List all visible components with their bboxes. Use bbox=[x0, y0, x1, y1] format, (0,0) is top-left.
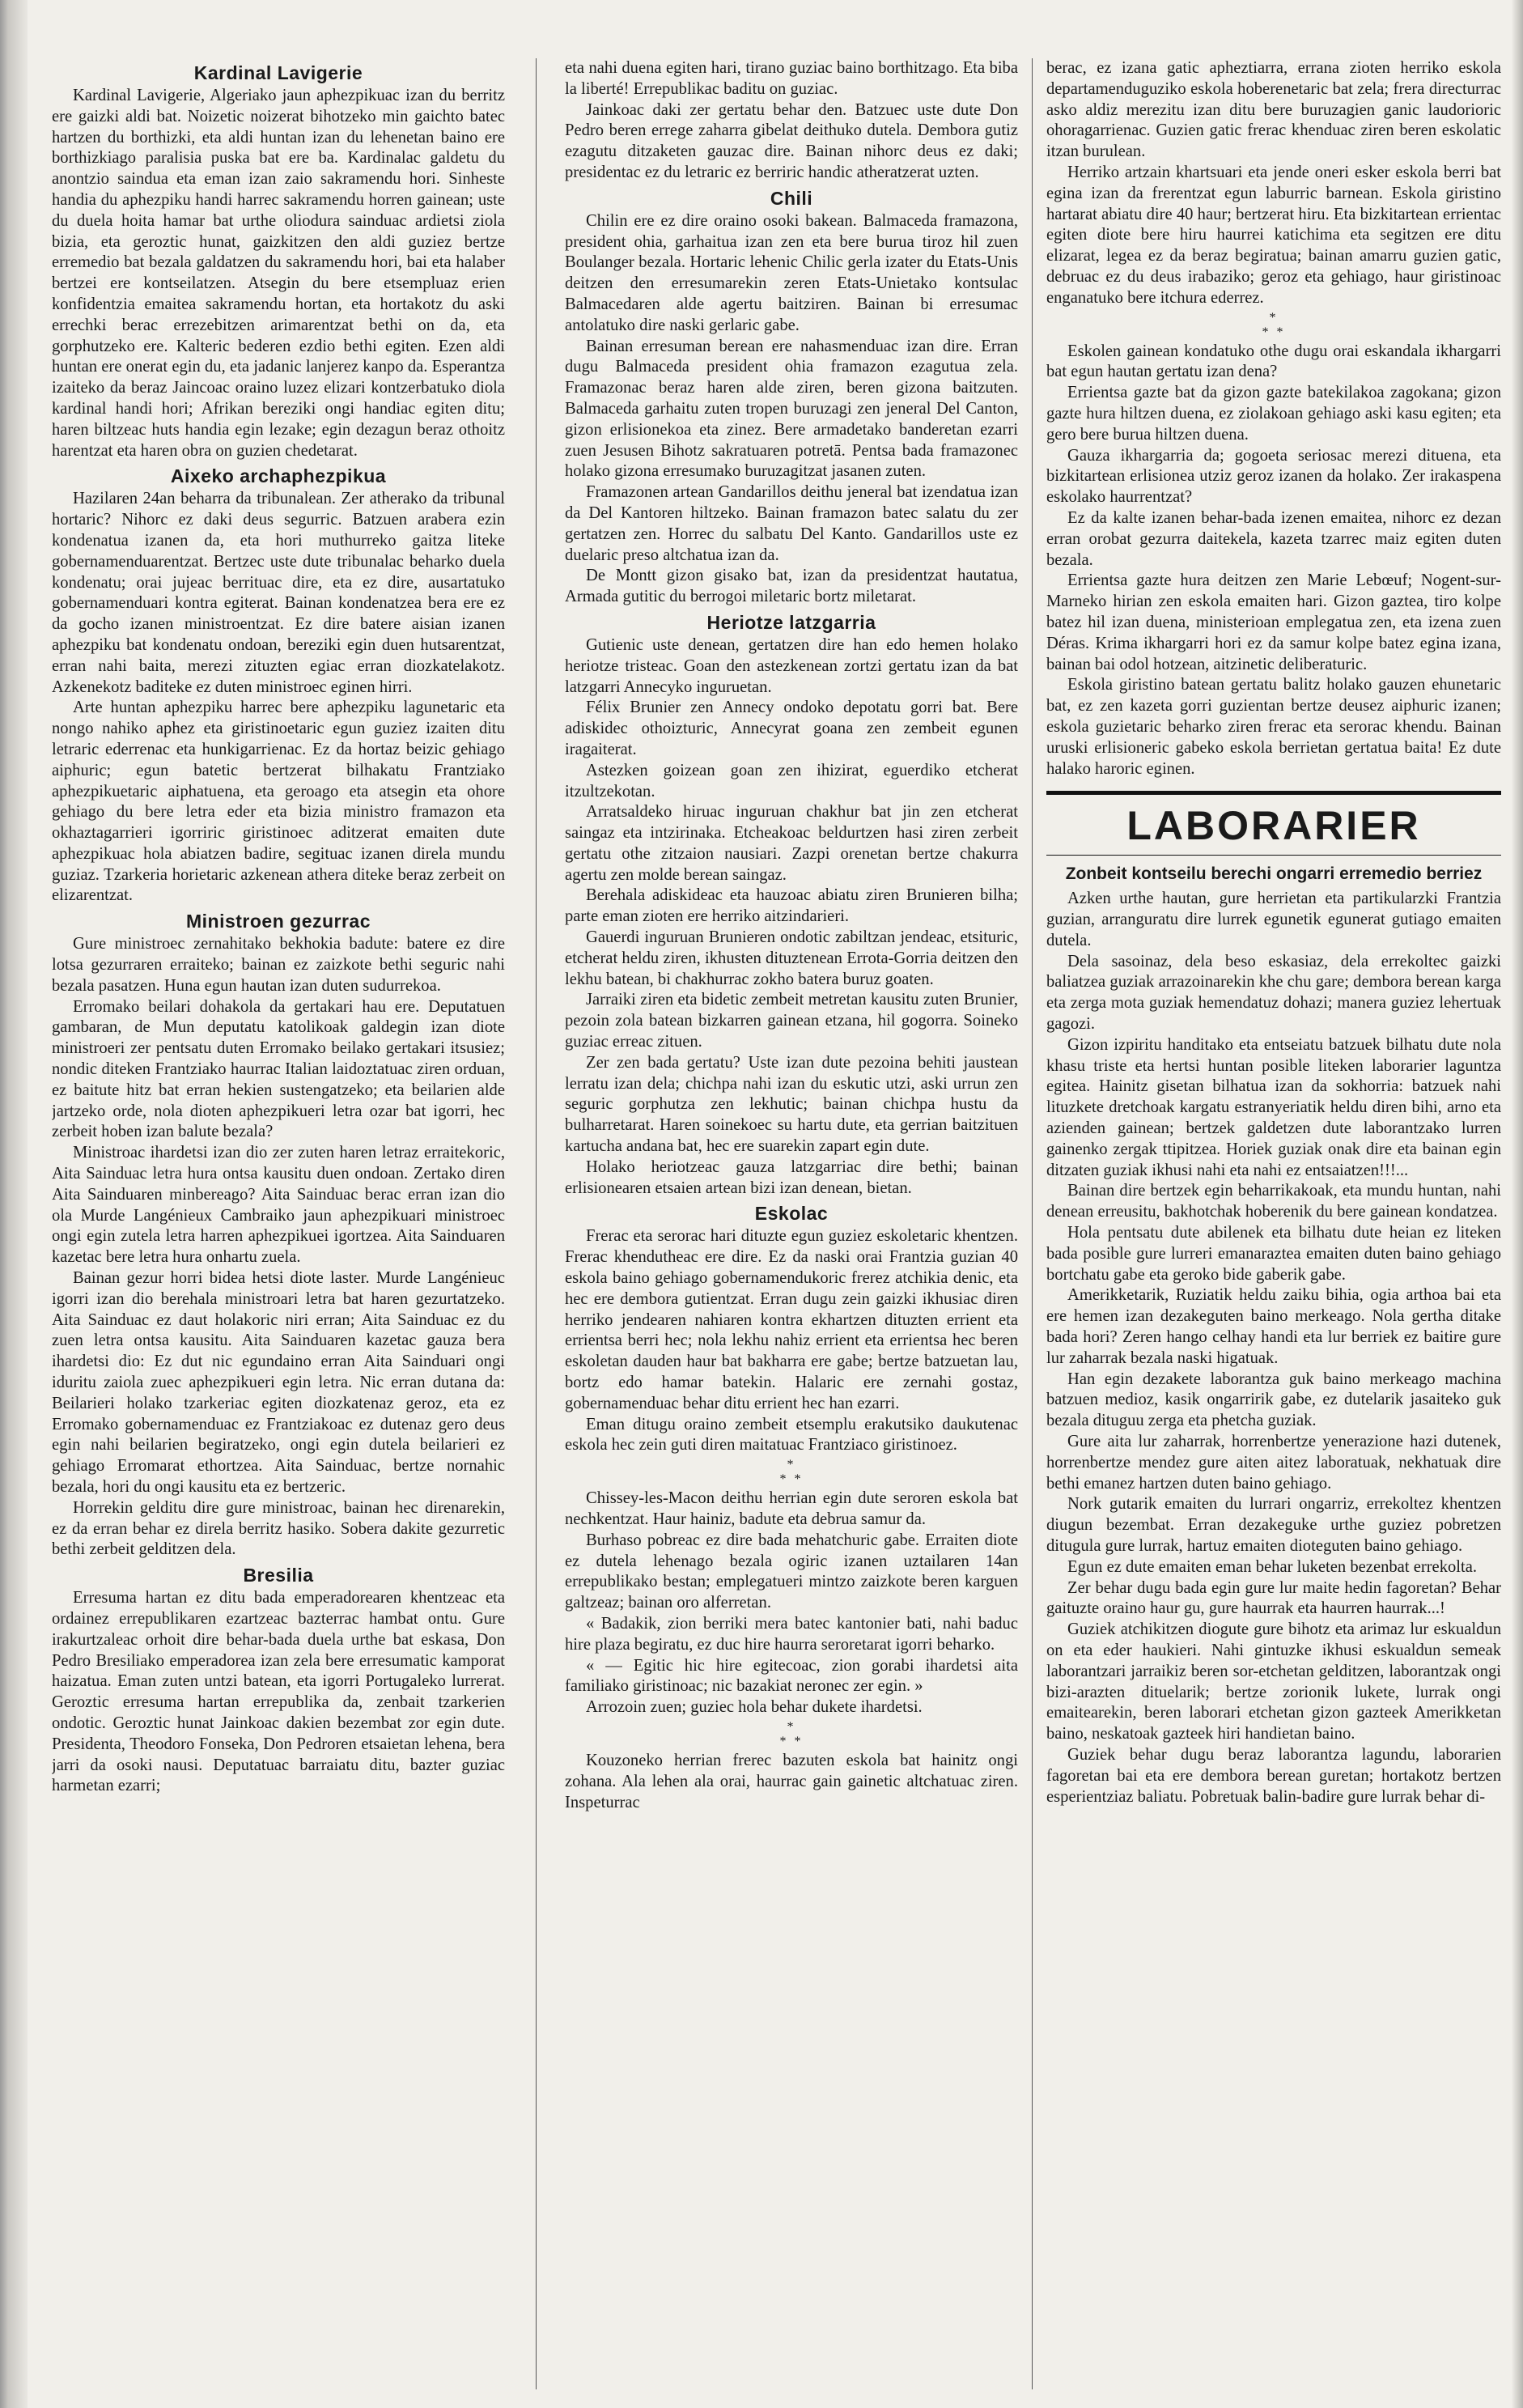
column-divider bbox=[1032, 58, 1033, 2389]
paragraph: Dela sasoinaz, dela beso eskasiaz, dela errekoltec gaizki baliatzea guziak arrazoinarekin khe chu gare; dembora berean karga eta zerga mota guziak hemendatuz dohazi; manera guziez lehertuak gagozi. bbox=[1046, 952, 1501, 1034]
paragraph: Gizon izpiritu handitako eta entseiatu batzuek bilhatu dute nola khasu triste eta hertsi huntan posible liteken laborarier laguntza egitea. Hainitz gisetan bilhatua izan da sokhorria: batzuek nahi lituzkete dretchoak kargatu estranyeriatik heldu diren bihi, arno eta azienden gainean; bertzek galdetzen dute laborantzako lurren gainenko zergak ttipitzea. Horiek guziak onak dire eta bainan egin ditzaten guziak ikhusi nahi eta nahi ez entsaiatzen!!!... bbox=[1046, 1035, 1501, 1179]
paragraph: Hola pentsatu dute abilenek eta bilhatu dute heian ez liteken bada posible gure lurreri emanaraztea emaiten duten baino gehiago bortchatu gabe eta geroko bide gaberik gabe. bbox=[1046, 1224, 1501, 1284]
paragraph: Kardinal Lavigerie, Algeriako jaun aphezpikuac izan du berritz ere gaizki aldi bat. Noizetic noizerat bihotzeko min gaichto batec hartzen du borthizki, eta aldi huntan izan du lehenetan baino ere borthizkiago paralisia puska bat ere ba. Kardinalac galdetu du anontzio saindua eta eman izan zaio sakramendu hori. Sinheste handia du aphezpiku handi harrec sakramendu horren gainean; uste du duela hoita hamar bat urthe oliodura sainduac ardietsi ziola bizia, eta geroztic hunat, gaizkitzen den aldi guziez bertze erremedio bat bezala galdatzen du sakramendu hori, bai eta halaber bertzei ere kontseilatzen. Atsegin du bere etsempluaz erien konfidentzia emaitea sakramendu hortan, eta hortakotz du aski errechki berac errezebitzen arimarentzat bethi on da, eta gorphutzeko ere. Kalteric bederen ezdio bethi egiten. Ezen aldi huntan ere onerat egin du, eta jadanic lanjerez kanpo da. Esperantza izaiteko da beraz Jaincoac oraino luzez elizari kontzerbatuko diola kardinal handi hori; Afrikan bereziki ongi handiac egiten ditu; haren biltzeac huts handia egin lezake; egin dezagun beraz othoitz harentzat eta haren obra on guzien chedetarat. bbox=[52, 87, 505, 460]
paragraph: Zer zen bada gertatu? Uste izan dute pezoina behiti jaustean lerratu izan dela; chichpa nahi izan du eskutic utzi, aski urrun zen seguric gorphutza zen lekhutic; bainan chichpa hustu da bulharretarat. Haren soinekoec su hartu dute, eta gerrian baitzituen kartucha andana bat, hec ere suarekin zapart egin dute. bbox=[565, 1053, 1018, 1156]
section-heading-heriotze: Heriotze latzgarria bbox=[706, 611, 876, 633]
paragraph: Bainan erresuman berean ere nahasmenduac izan dire. Erran dugu Balmaceda president ohia framazon ezagutua zela. Framazonac beraz haren alde ziren, beren gizona baitzuten. Balmaceda garhaitu zuten tropen buruzagi zen jeneral Del Canton, gizon erlisionekoa eta zinez. Bere armadetako banderetan ezarri zuen Jesusen Bihotz sakratuaren potretā. Pentsa bada framazonec holako gizona erresumako buruzagitzat jasanen zuten. bbox=[565, 337, 1018, 481]
section-heading-eskolac: Eskolac bbox=[754, 1203, 829, 1225]
paragraph: Gauerdi inguruan Brunieren ondotic zabiltzan jendeac, etsituric, etcherat heldu ziren, ikhusten dituztenean Errota-Gorria deitzen den lekhu batean, bi chakhurrac zokho batera buruz goaten. bbox=[565, 928, 1018, 988]
section-heading-aixeko: Aixeko archaphezpikua bbox=[170, 465, 387, 487]
column-divider bbox=[536, 58, 537, 2389]
paragraph: Egun ez dute emaiten eman behar luketen bezenbat errekolta. bbox=[1067, 1557, 1478, 1576]
paragraph: Errientsa gazte hura deitzen zen Marie Lebœuf; Nogent-sur-Marneko hirian zen eskola emaiten hari. Gizon gaztea, tiro kolpe batez hil izan duena, ministerioan emplegatua zen, eta izena zuen Déras. Krima ikhargarri hori ez da samur kolpe batez egina izana, bainan bai odol hotzean, aitzinetic deliberaturic. bbox=[1046, 571, 1501, 673]
paragraph: Eskolen gainean kondatuko othe dugu orai eskandala ikhargarri bat egun hautan gertatu izan dena? bbox=[1046, 342, 1501, 381]
paragraph: Herriko artzain khartsuari eta jende oneri esker eskola berri bat egina izan da frerentzat egun laburric barnean. Eskola giristino hartarat abiatu dire 40 haur; bertzerat hiru. Eta bizkitartean errientac egiten diote bere hiru haurrei katichima eta segitzen ere ditu elizarat, legea ez da beraz begiratua; bainan amarru guzien gatic, debruac ez du deus irabaziko; geroz eta gehiago, haur giristinoac enganatuko bere itchura ederrez. bbox=[1046, 163, 1501, 307]
paragraph: Zer behar dugu bada egin gure lur maite hedin fagoretan? Behar gaituzte oraino haur gu, gure haurrak eta haurren haurrak...! bbox=[1046, 1578, 1501, 1618]
paragraph: Gure aita lur zaharrak, horrenbertze yenerazione hazi dutenek, horrenbertze mendez gure aiten aitez laboratuak, nekhatuak dire bethi emanez hartzen duten baino gehiago. bbox=[1046, 1433, 1501, 1493]
paragraph: Bainan dire bertzek egin beharrikakoak, eta mundu huntan, nahi denean erreusitu, bakhotchak hoberenik du bere gainean kondatzea. bbox=[1046, 1182, 1501, 1221]
paragraph: Astezken goizean goan zen ihizirat, eguerdiko etcherat itzultzekotan. bbox=[565, 761, 1018, 801]
paragraph: Erromako beilari dohakola da gertakari hau ere. Deputatuen gambaran, de Mun deputatu katolikoak galdegin izan diote ministroeri zer pentsatu duten Erromako beilako gertakari itsusiez; nondic diteken Frantziako haurrac Italian laidoztatuac ziren orduan, ez baitute hitz bat erran hekien sustengatzeko; eta beilarien alde jartzeko orde, nola dioten aphezpikueri letra ozar bat igorri, hec zerbeit hoben izan balute bezala? bbox=[52, 997, 505, 1141]
section-heading-kardinal: Kardinal Lavigerie bbox=[193, 62, 363, 83]
paragraph: Jarraiki ziren eta bidetic zembeit metretan kausitu zuten Brunier, pezoin zola batean bizkarren gainean etzana, hil gogorra. Soineko guziac erreac zituen. bbox=[565, 991, 1018, 1051]
paragraph: Horrekin gelditu dire gure ministroac, bainan hec direnarekin, ez da erran behar ez direla berritz hasiko. Sobera dakite gezurretic bethi zerbeit gelditzen dela. bbox=[52, 1498, 505, 1559]
paragraph: Erresuma hartan ez ditu bada emperadorearen khentzeac eta ordainez errepublikaren ezartzeac bazterrac hambat ontu. Gure irakurtzaleac orhoit dire behar-bada duela urthe bat eskasa, Don Pedro Bresiliako emperadorea izan zela bere erresumatic kamporat haizatua. Eman zuten untzi batean, eta igorri Portugaleko lurrerat. Geroztic erresuma hartan errepublika da, zenbait tzarkerien ondotic. Geroztic hunat Jainkoac dakien bezembat zor egin dute. Presidenta, Theodoro Fonseka, Don Pedroren etsaietan lehena, bera jarri da osoki nausi. Deputatuac barraiatu ditu, bazter guziac harmetan ezarri; bbox=[52, 1589, 505, 1795]
paragraph: Kouzoneko herrian frerec bazuten eskola bat hainitz ongi zohana. Ala lehen ala orai, haurrac gain gainetic altchatuac ziren. Inspeturrac bbox=[565, 1751, 1018, 1811]
paragraph: Amerikketarik, Ruziatik heldu zaiku bihia, ogia arthoa bai eta ere hemen izan dezakeguten baino merkeago. Nola gertha ditake bada hori? Zeren hango celhay handi eta lur berriek ez baitire gure lur zaharrak bezala naski higatuak. bbox=[1046, 1286, 1501, 1367]
section-heading-bresilia: Bresilia bbox=[243, 1565, 314, 1586]
section-heading-chili: Chili bbox=[770, 187, 813, 209]
paragraph: Eskola giristino batean gertatu balitz holako gauzen ehunetaric bat, ez zen kazeta gorri guzientan bertze deusez aiphuric izanen; eskola guzietaric beharko ziren frerac eta serorac khendu. Bainan uruski erlisioneric gabeko eskola berrietan gertatua baita! Ez dute halako haroric eginen. bbox=[1046, 676, 1501, 778]
column-1 bbox=[52, 58, 505, 2389]
paragraph: berac, ez izana gatic apheztiarra, errana zioten herriko eskola departamenduguziko eskola hoberenetaric bat zela; frera directurrac asko aldiz merezitu izan ditu bere buruzagien ganic laudorioric ohoragarrienac. Guzien gatic frerac khenduac ziren beren eskolatic itzan burulean. bbox=[1046, 59, 1501, 161]
paragraph: Félix Brunier zen Annecy ondoko depotatu gorri bat. Bere adiskidec othoizturic, Annecyrat goana zen zembeit egunen iragaiterat. bbox=[565, 699, 1018, 758]
paragraph: Hazilaren 24an beharra da tribunalean. Zer atherako da tribunal hortaric? Nihorc ez daki deus segurric. Batzuen arabera ezin kondenatua izanen da, eta hori muthurreko gaitza liteke gobernamenduarentzat. Bertzec uste dute tribunalac beharko duela kondenatu; orai jujeac berrituac dire, eta ez dire, ausartatuko gobernamenduari kontra egiterat. Bainan kondenatzea bera ere ez da gocho izanen ministroentzat. Ez dire batere aisian izanen aphezpiku bat kondenatu ondoan, bereziki egin duen hutsarentzat, erran nahi baita, merezi zituzten egiac erran diozkatelakotz. Azkenekotz baditeke ez duten ministroec eginen hirri. bbox=[52, 490, 505, 696]
paragraph: Guziek atchikitzen diogute gure bihotz eta arimaz lur eskualdun on eta eder haukieri. Nahi gintuzke ikhusi eskualdun semeak laborantzari jarraikiz beren sor-etchetan gelditzen, laborantzak ongi bizi-arazten dituelarik; bertze zorionik lukete, lurrak ongi emaitearekin, beren laborari etchetan gizon gazteek Amerikketan baino, neskatoak gazteek hiri handietan baino. bbox=[1046, 1620, 1501, 1743]
paragraph: Gauza ikhargarria da; gogoeta seriosac merezi dituena, eta bizkitartean erlisionea utziz geroz izanen da holako. Zer irakaspena eskolako haurrentzat? bbox=[1046, 446, 1501, 507]
paragraph: Bainan gezur horri bidea hetsi diote laster. Murde Langénieuc igorri izan dio berehala ministroari letra bat haren gezurtatzeko. Aita Sainduac ez daut holakoric niri erran; Aita Sainduac ez du zuen letra ontsa kausitu. Aita Sainduaren kazetac gauza bera ihardetsi dio: Ez dut nic egundaino erran Aita Sainduari ongi iduritu zaiola zuec aphezpikueri egin letra. Nic erran dutana da: Beilarieri holako tzarkeriac egiten diozkatenaz geroz, eta ez Erromako gobernamenduac ez Frantziakoac ez dutenaz gero deus egin nahi beilarien begiratzeko, ongi egin dutela beilarieri ez gehiago Erromarat ethortzea. Aita Sainduac, bertze nornahic bezala, hori du ongi kausitu eta ez bertzeric. bbox=[52, 1269, 505, 1496]
paragraph: « Badakik, zion berriki mera batec kantonier bati, nahi baduc hire plaza begiratu, ez duc hire haurra seroretarat igorri beharko. bbox=[565, 1614, 1018, 1654]
paragraph: Ez da kalte izanen behar-bada izenen emaitea, nihorc ez dezan erran orobat gezurra daitekela, kazeta tzarrec maiz egiten duten bezala. bbox=[1046, 508, 1501, 569]
paragraph: Nork gutarik emaiten du lurrari ongarriz, errekoltez khentzen diugun bezembat. Erran dezakeguke urthe guziez pobretzen ditugula gure lurrak, hartuz emaiten dioteguten baino gehiago. bbox=[1046, 1495, 1501, 1555]
paragraph: Azken urthe hautan, gure herrietan eta partikularzki Frantzia guzian, arranguratu dire lurrek egunetik egunerat gutiago emaiten dutela. bbox=[1046, 890, 1501, 949]
paragraph: Berehala adiskideac eta hauzoac abiatu ziren Brunieren bilha; parte eman zioten ere herriko aitzindarieri. bbox=[565, 886, 1018, 926]
paragraph: Chissey-les-Macon deithu herrian egin dute seroren eskola bat nechkentzat. Haur hainiz, badute eta debrua samur da. bbox=[565, 1489, 1018, 1528]
column-2 bbox=[565, 58, 1018, 2389]
paragraph: Frerac eta serorac hari dituzte egun guziez eskoletaric khentzen. Frerac khendutheac ere dire. Ez da naski orai Frantzia guzian 40 eskola baino gehiago gobernamendukoric frerez atchikia denic, eta hec ere dembora gutientzat. Erran dugu zein gaizki ikhusiac diren herriko jendearen nahiaren kontra ekhartzen dituzten errient eta errientsa berri hec; nola lekhu nahiz errient eta errientsa hec beren eskoletan dauden haur bat bakharra ere gabe; bertze batzuetan lau, bortz edo hamar batekin. Halaric ere zernahi gostaz, gobernamenduac behar ditu errient hec han ezarri. bbox=[565, 1227, 1018, 1412]
paragraph: Holako heriotzeac gauza latzgarriac dire bethi; bainan erlisionearen etsaien artean bizi izan denean, bietan. bbox=[565, 1157, 1018, 1197]
paragraph: Arte huntan aphezpiku harrec bere aphezpiku lagunetaric eta nongo nahiko aphez eta giristinoetaric egun guziez izaiten ditu letraric ederrenac eta hunkigarrienac. Ez da hortaz beizic gehiago aiphuric; egun batetic bertzerat bilhakatu Frantziako aphezpikuetaric aiphatuena, eta geroago eta atsegin eta ohore gehiago du bere letra eder eta bizia ministro framazon eta okhaztagarrieri igorriric giristinoec aditzerat emaiten dute aphezpikuac hola abiatzen badire, segituac izanen direla mundu guziaz. Tzarkeria horietaric azkenean athera diteke beraz zerbeit on elizarentzat. bbox=[52, 699, 505, 905]
paragraph: Jainkoac daki zer gertatu behar den. Batzuec uste dute Don Pedro beren errege zaharra gibelat deithuko dutela. Dembora gutiz ezagutu ditzaketen gauzac dire. Bainan nihorc deus ez daki; presidentac ez du letraric ez berriric handic atheratzerat uzten. bbox=[565, 100, 1018, 181]
asterism-separator: * * * bbox=[779, 1719, 804, 1748]
column-3 bbox=[1046, 58, 1501, 2389]
paragraph: « — Egitic hic hire egitecoac, zion gorabi ihardetsi aita familiako giristinoac; nic bazakiat neronec zer egin. » bbox=[565, 1656, 1018, 1696]
asterism-separator: * * * bbox=[1262, 310, 1286, 339]
paragraph: De Montt gizon gisako bat, izan da presidentzat hautatua, Armada gutitic du berrogoi miletaric bortz miletarat. bbox=[565, 567, 1018, 606]
paragraph: Guziek behar dugu beraz laborantza lagundu, laborarien fagoretan bai eta ere dembora berean guretan; hortakotz bertzen esperientziaz baliatu. Pobretuak balin-badire gure lurrak behar di- bbox=[1046, 1745, 1501, 1806]
paragraph: Arratsaldeko hiruac inguruan chakhur bat jin zen etcherat saingaz eta intzirinaka. Etcheakoac beldurtzen hasi ziren zerbeit gertatu othe zitzaion nausiari. Zazpi orenetan bertze chakurra agertu zen molde berean saingaz. bbox=[565, 803, 1018, 884]
article-subheading: Zonbeit kontseilu berechi ongarri erremedio berriez bbox=[1065, 864, 1483, 884]
paragraph: Arrozoin zuen; guziec hola behar dukete ihardetsi. bbox=[586, 1698, 923, 1717]
paragraph: Framazonen artean Gandarillos deithu jeneral bat izendatua izan da Del Kantoren hiltzeko. Bainan framazon batec salatu du zer gertatzen zen. Horrec du salbatu Del Kanto. Gandarillos uste ez duelaric preso altchatua izan da. bbox=[565, 483, 1018, 564]
paragraph: Chilin ere ez dire oraino osoki bakean. Balmaceda framazona, president ohia, garhaitua izan zen eta bere burua tiroz hil zuen Boulanger bezala. Hortaric lehenic Chilic gerla izater du Etats-Unis deitzen den erresumarekin zeren Etats-Unietako kontsulac Balmacedaren alde agertu baitziren. Bainan bi erresumac antolatuko dire naski gerlaric gabe. bbox=[565, 211, 1018, 334]
paragraph: Errientsa gazte bat da gizon gazte batekilakoa zagokana; gizon gazte hura hiltzen duena, ez ziolakoan gehiago aski kasu egiten; eta gero bere burua hiltzen duena. bbox=[1046, 384, 1501, 444]
paragraph: Gutienic uste denean, gertatzen dire han edo hemen holako heriotze tristeac. Goan den astezkenean zortzi gertatu izan da bat latzgarri Annecyko inguruetan. bbox=[565, 635, 1018, 696]
paragraph: Eman ditugu oraino zembeit etsemplu erakutsiko daukutenac eskola hec zein guti diren maitatuac Frantziaco giristinoez. bbox=[565, 1415, 1018, 1455]
paragraph: Gure ministroec zernahitako bekhokia badute: batere ez dire lotsa gezurraren erraiteko; bainan ez zaizkote bethi seguric nahi bezala pasatzen. Huna egun hautan izan duten sudurrekoa. bbox=[52, 935, 505, 995]
paragraph: eta nahi duena egiten hari, tirano guziac baino borthitzago. Eta biba la liberté! Errepublikac baditu on guziac. bbox=[565, 59, 1018, 98]
section-rule bbox=[1046, 791, 1501, 795]
section-heading-ministroen: Ministroen gezurrac bbox=[185, 911, 371, 932]
paragraph: Ministroac ihardetsi izan dio zer zuten haren letraz erraitekoric, Aita Sainduac letra hura ontsa kausitu duen ondoan. Zertako diren Aita Sainduaren minbereago? Aita Sainduac berac erran izan dio ola Murde Langénieux Cambraiko jaun aphezpikuari ministroec ongi egin zutela letra harren aphezpikuei igortzea. Aita Sainduaren kazetac bere letra hura onhartu zuela. bbox=[52, 1144, 505, 1267]
masthead-laborarier: LABORARIER bbox=[1126, 803, 1421, 849]
page-edge-left bbox=[0, 0, 28, 2408]
paragraph: Burhaso pobreac ez dire bada mehatchuric gabe. Erraiten diote ez dutela lehenago bezala ogiric izanen uztailaren 14an errepublikako bestan; emplegatueri mintzo zaizkote beren karguen galtzeaz; bainan oro alferretan. bbox=[565, 1531, 1018, 1612]
section-rule bbox=[1046, 855, 1501, 856]
asterism-separator: * * * bbox=[779, 1458, 804, 1487]
page-edge-right bbox=[1512, 0, 1523, 2408]
paragraph: Han egin dezakete laborantza guk baino merkeago machina batzuen medioz, kasik ongarririk gabe, ez dutelarik jasaiteko guk bezala dituguu zerga eta phetcha guziak. bbox=[1046, 1370, 1501, 1430]
